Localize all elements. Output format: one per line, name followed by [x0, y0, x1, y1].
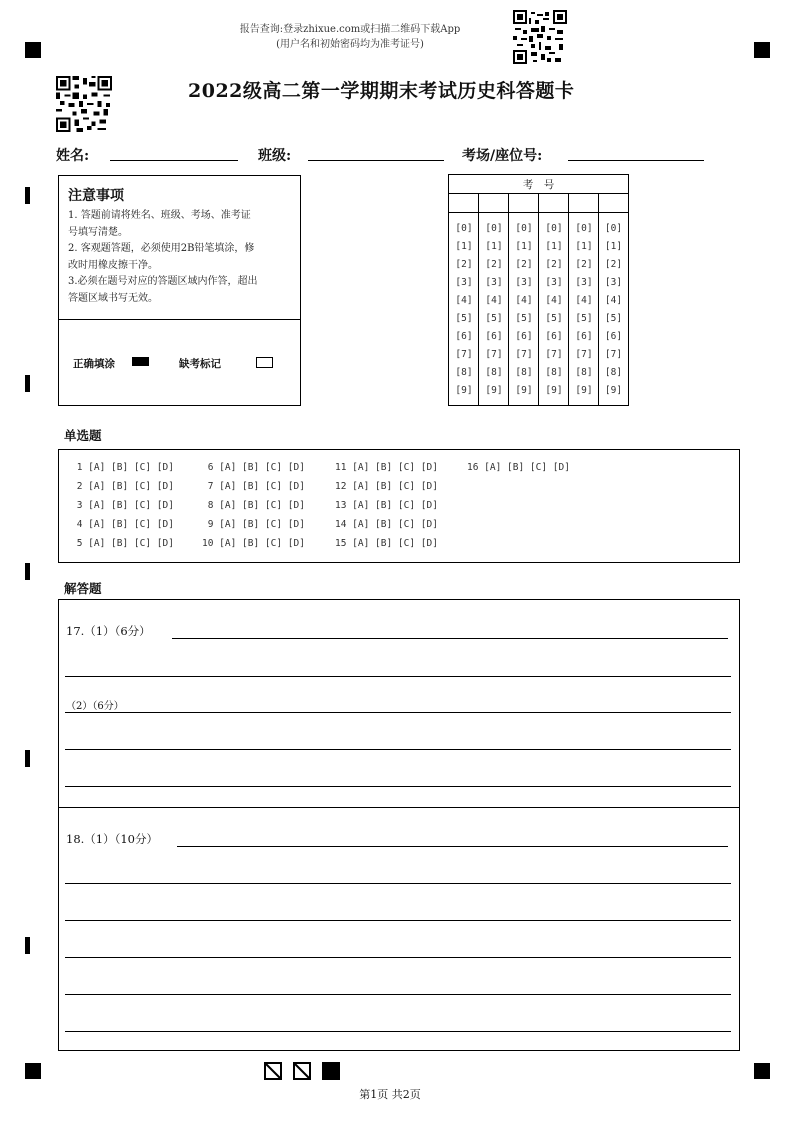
digit-bubble[interactable]: [0]: [545, 223, 563, 234]
class-field[interactable]: [308, 160, 444, 161]
digit-bubble[interactable]: [7]: [515, 349, 533, 360]
notice-box: [58, 175, 301, 406]
mc-column-1: [71, 458, 174, 553]
page-marker-slash-2: [293, 1062, 311, 1080]
digit-bubble[interactable]: [5]: [575, 313, 593, 324]
digit-bubble[interactable]: [5]: [515, 313, 533, 324]
digit-bubble[interactable]: [8]: [575, 367, 593, 378]
digit-bubble[interactable]: [4]: [545, 295, 563, 306]
digit-bubble[interactable]: [7]: [485, 349, 503, 360]
mc-question[interactable]: 10 [A] [B] [C] [D]: [202, 538, 305, 549]
digit-bubble[interactable]: [7]: [545, 349, 563, 360]
digit-bubble[interactable]: [3]: [575, 277, 593, 288]
digit-bubble[interactable]: [7]: [455, 349, 473, 360]
answer-line[interactable]: [172, 638, 728, 639]
mc-answer-box: [58, 449, 740, 563]
digit-bubble[interactable]: [9]: [455, 385, 473, 396]
digit-bubble[interactable]: [1]: [515, 241, 533, 252]
mc-question[interactable]: 12 [A] [B] [C] [D]: [335, 481, 438, 492]
digit-bubble[interactable]: [2]: [575, 259, 593, 270]
digit-bubble[interactable]: [0]: [604, 223, 623, 234]
digit-bubble[interactable]: [5]: [485, 313, 503, 324]
timing-marker: [25, 937, 30, 954]
mc-column-4: [467, 458, 570, 477]
digit-bubble[interactable]: [4]: [575, 295, 593, 306]
answer-line[interactable]: [65, 1031, 731, 1032]
digit-column: [479, 220, 509, 400]
digit-bubble[interactable]: [0]: [515, 223, 533, 234]
mc-column-2: [202, 458, 305, 553]
digit-bubble[interactable]: [1]: [455, 241, 473, 252]
digit-bubble[interactable]: [5]: [455, 313, 473, 324]
digit-bubble[interactable]: [8]: [485, 367, 503, 378]
digit-bubble[interactable]: [2]: [455, 259, 473, 270]
digit-bubble[interactable]: [8]: [455, 367, 473, 378]
answer-line[interactable]: [65, 786, 731, 787]
digit-bubble[interactable]: [6]: [515, 331, 533, 342]
digit-bubble[interactable]: [3]: [515, 277, 533, 288]
name-field[interactable]: [110, 160, 238, 161]
notice-item: 1. 答题前请将姓名、班级、考场、准考证: [68, 210, 251, 221]
qr-code-student: [56, 76, 112, 132]
corner-marker-top-left: [25, 42, 41, 58]
digit-bubble[interactable]: [4]: [455, 295, 473, 306]
digit-bubble[interactable]: [1]: [575, 241, 593, 252]
answer-line[interactable]: [65, 712, 731, 713]
mc-question[interactable]: 4 [A] [B] [C] [D]: [71, 519, 174, 530]
exam-id-digit-columns: [449, 220, 628, 400]
question-17-2-label: （2）（6分）: [66, 701, 124, 712]
report-query-note: 报告查询:登录zhixue.com或扫描二维码下载App: [239, 24, 461, 35]
notice-list: [68, 208, 296, 307]
answer-line[interactable]: [65, 920, 731, 921]
page-title: 2022级高二第一学期期末考试历史科答题卡: [188, 80, 575, 102]
mc-section-title: 单选题: [64, 428, 102, 443]
mc-question[interactable]: 5 [A] [B] [C] [D]: [71, 538, 174, 549]
room-seat-label: 考场/座位号:: [462, 148, 543, 164]
digit-bubble[interactable]: [8]: [604, 367, 623, 378]
digit-bubble[interactable]: [8]: [545, 367, 563, 378]
digit-bubble[interactable]: [6]: [455, 331, 473, 342]
corner-marker-bottom-right: [754, 1063, 770, 1079]
digit-column: [569, 220, 599, 400]
mc-question[interactable]: 14 [A] [B] [C] [D]: [335, 519, 438, 530]
digit-bubble[interactable]: [3]: [604, 277, 623, 288]
digit-bubble[interactable]: [2]: [545, 259, 563, 270]
digit-bubble[interactable]: [8]: [515, 367, 533, 378]
absent-mark-checkbox[interactable]: [256, 357, 273, 368]
notice-item: 改时用橡皮擦干净。: [68, 259, 158, 271]
mc-question[interactable]: 16 [A] [B] [C] [D]: [467, 462, 570, 473]
answer-box-17: [58, 599, 740, 808]
digit-bubble[interactable]: [3]: [485, 277, 503, 288]
correct-fill-sample: [132, 357, 149, 366]
digit-bubble[interactable]: [2]: [515, 259, 533, 270]
digit-bubble[interactable]: [0]: [575, 223, 593, 234]
digit-bubble[interactable]: [5]: [545, 313, 563, 324]
digit-bubble[interactable]: [1]: [604, 241, 623, 252]
answer-line[interactable]: [177, 846, 728, 847]
answers-section-title: 解答题: [64, 581, 102, 596]
timing-marker: [25, 750, 30, 767]
exam-id-header: 考 号: [522, 179, 555, 191]
digit-bubble[interactable]: [0]: [485, 223, 503, 234]
mc-question[interactable]: 13 [A] [B] [C] [D]: [335, 500, 438, 511]
digit-bubble[interactable]: [7]: [575, 349, 593, 360]
digit-bubble[interactable]: [6]: [485, 331, 503, 342]
digit-bubble[interactable]: [6]: [545, 331, 563, 342]
digit-bubble[interactable]: [1]: [545, 241, 563, 252]
digit-bubble[interactable]: [3]: [545, 277, 563, 288]
mc-question[interactable]: 15 [A] [B] [C] [D]: [335, 538, 438, 549]
mc-question[interactable]: 6 [A] [B] [C] [D]: [202, 462, 305, 473]
notice-item: 答题区域书写无效。: [68, 292, 158, 304]
answer-line[interactable]: [65, 957, 731, 958]
notice-item: 2. 客观题答题，必须使用2B铅笔填涂，修: [68, 243, 255, 254]
mc-question[interactable]: 8 [A] [B] [C] [D]: [202, 500, 305, 511]
page-number: 第1页 共2页: [359, 1088, 421, 1101]
exam-id-grid: [448, 174, 629, 406]
page-marker-slash-1: [264, 1062, 282, 1080]
timing-marker: [25, 375, 30, 392]
digit-bubble[interactable]: [5]: [604, 313, 623, 324]
mc-question[interactable]: 1 [A] [B] [C] [D]: [71, 462, 174, 473]
digit-bubble[interactable]: [2]: [485, 259, 503, 270]
digit-bubble[interactable]: [2]: [604, 259, 623, 270]
digit-bubble[interactable]: [9]: [485, 385, 503, 396]
notice-title: 注意事项: [68, 188, 124, 204]
digit-bubble[interactable]: [3]: [455, 277, 473, 288]
digit-bubble[interactable]: [4]: [604, 295, 623, 306]
answer-line[interactable]: [65, 676, 731, 677]
room-seat-field[interactable]: [568, 160, 704, 161]
qr-code-app: [513, 10, 567, 64]
digit-column: [539, 220, 569, 400]
correct-fill-label: 正确填涂: [73, 358, 115, 370]
notice-divider: [59, 319, 300, 320]
answer-line[interactable]: [65, 883, 731, 884]
report-query-subnote: (用户名和初始密码均为准考证号): [276, 39, 424, 50]
mc-column-3: [335, 458, 438, 553]
name-label: 姓名:: [56, 148, 90, 164]
mc-question[interactable]: 3 [A] [B] [C] [D]: [71, 500, 174, 511]
mc-question[interactable]: 9 [A] [B] [C] [D]: [202, 519, 305, 530]
digit-bubble[interactable]: [4]: [485, 295, 503, 306]
corner-marker-bottom-left: [25, 1063, 41, 1079]
mc-question[interactable]: 11 [A] [B] [C] [D]: [335, 462, 438, 473]
digit-bubble[interactable]: [9]: [575, 385, 593, 396]
corner-marker-top-right: [754, 42, 770, 58]
mc-question[interactable]: 2 [A] [B] [C] [D]: [71, 481, 174, 492]
question-17-1-label: 17.（1）（6分）: [66, 624, 151, 638]
digit-column: [599, 220, 628, 400]
class-label: 班级:: [258, 148, 292, 164]
answer-box-18: [58, 807, 740, 1051]
timing-marker: [25, 563, 30, 580]
digit-bubble[interactable]: [0]: [455, 223, 473, 234]
digit-bubble[interactable]: [6]: [604, 331, 623, 342]
mc-question[interactable]: 7 [A] [B] [C] [D]: [202, 481, 305, 492]
page-marker-solid: [322, 1062, 340, 1080]
timing-marker: [25, 187, 30, 204]
digit-bubble[interactable]: [6]: [575, 331, 593, 342]
answer-line[interactable]: [65, 749, 731, 750]
notice-item: 3.必须在题号对应的答题区域内作答，超出: [68, 276, 258, 287]
notice-item: 号填写清楚。: [68, 226, 128, 238]
digit-bubble[interactable]: [9]: [604, 385, 623, 396]
digit-bubble[interactable]: [4]: [515, 295, 533, 306]
digit-column: [509, 220, 539, 400]
question-18-1-label: 18.（1）（10分）: [66, 832, 158, 846]
digit-column: [449, 220, 479, 400]
digit-bubble[interactable]: [1]: [485, 241, 503, 252]
digit-bubble[interactable]: [9]: [545, 385, 563, 396]
answer-line[interactable]: [65, 994, 731, 995]
absent-mark-label: 缺考标记: [179, 358, 221, 370]
digit-bubble[interactable]: [7]: [604, 349, 623, 360]
digit-bubble[interactable]: [9]: [515, 385, 533, 396]
